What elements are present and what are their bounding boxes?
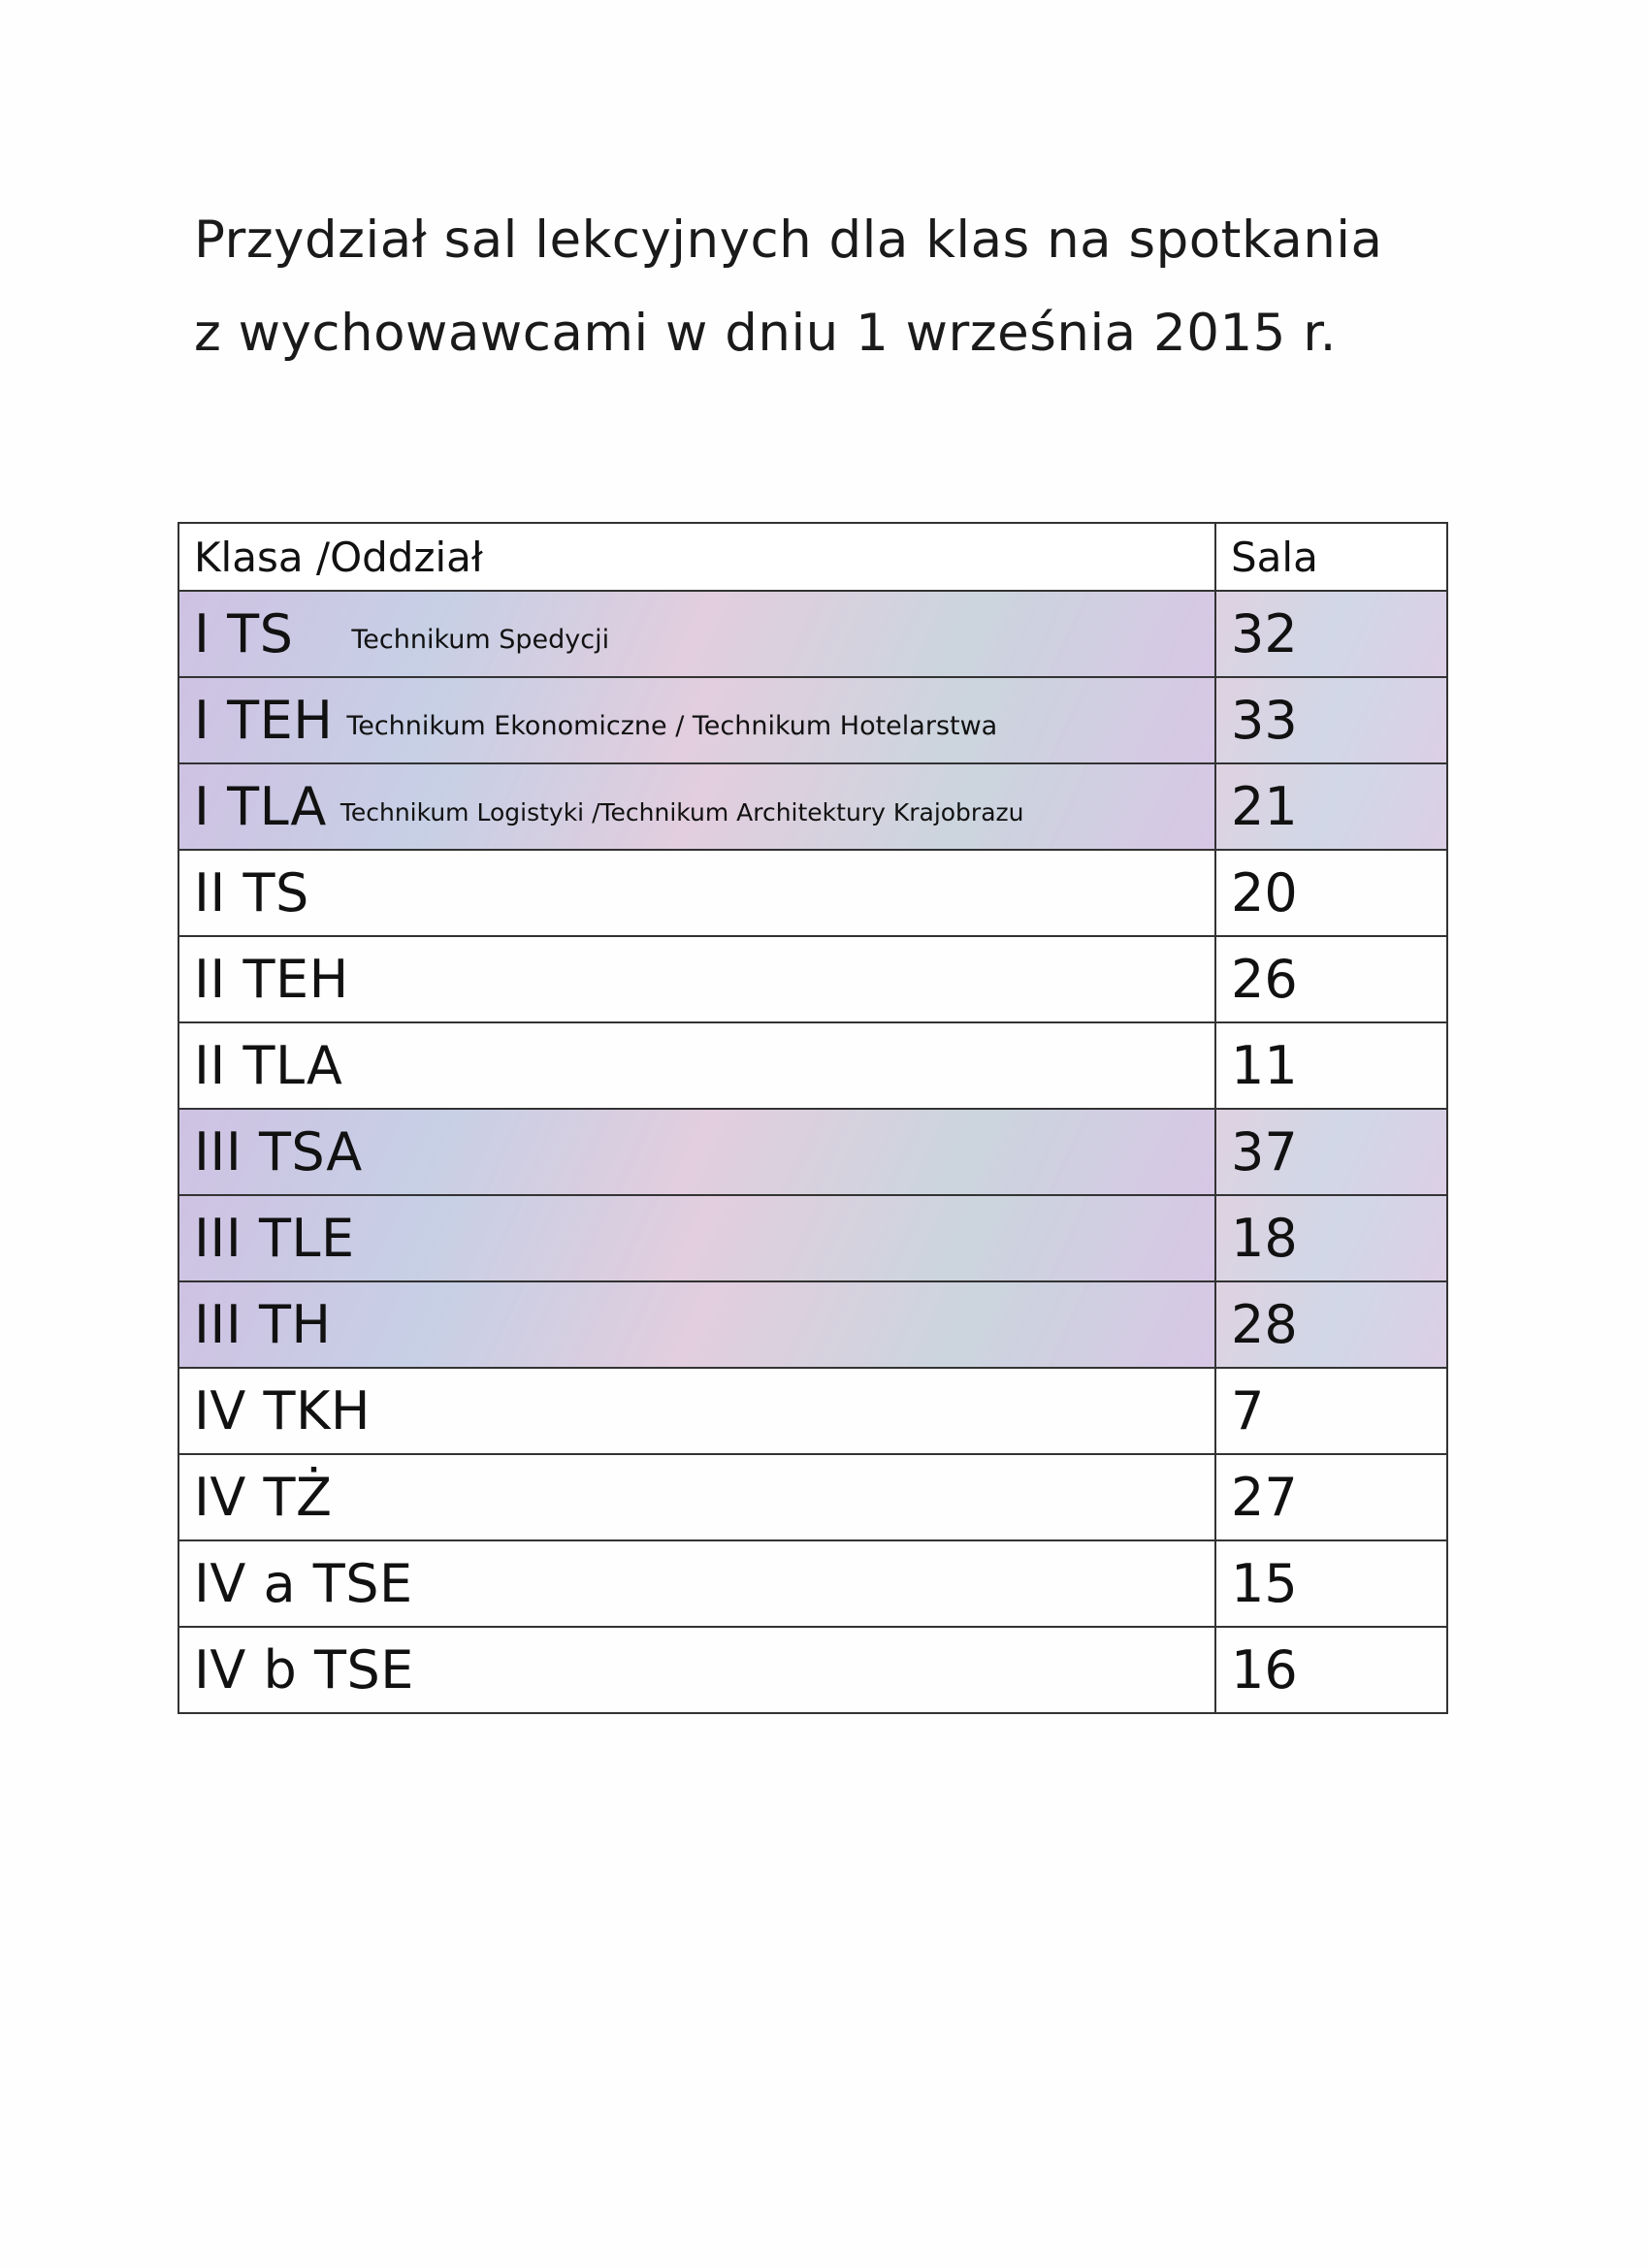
sala-cell: 32 <box>1215 591 1447 677</box>
klasa-name: II TEH <box>194 949 349 1010</box>
klasa-name: III TSA <box>194 1121 363 1183</box>
klasa-cell <box>178 1540 1215 1627</box>
klasa-name: III TLE <box>194 1208 355 1269</box>
klasa-cell <box>178 1368 1215 1454</box>
klasa-cell <box>178 936 1215 1022</box>
sala-cell: 33 <box>1215 677 1447 763</box>
table-row <box>178 591 1447 677</box>
klasa-cell <box>178 1022 1215 1109</box>
sala-cell: 11 <box>1215 1022 1447 1109</box>
klasa-cell <box>178 1627 1215 1713</box>
table-row <box>178 1195 1447 1281</box>
sala-cell: 18 <box>1215 1195 1447 1281</box>
sala-cell: 37 <box>1215 1109 1447 1195</box>
klasa-name: I TEH <box>194 690 334 751</box>
table-row <box>178 850 1447 936</box>
klasa-cell <box>178 1109 1215 1195</box>
klasa-name: IV b TSE <box>194 1639 414 1701</box>
table-row <box>178 677 1447 763</box>
table-row <box>178 1454 1447 1540</box>
title-line-2: z wychowawcami w dniu 1 września 2015 r. <box>194 304 1338 363</box>
klasa-cell <box>178 850 1215 936</box>
klasa-name: II TS <box>194 862 309 923</box>
klasa-description: Technikum Logistyki /Technikum Architektury Krajobrazu <box>340 798 1024 826</box>
room-assignment-table <box>178 522 1448 1714</box>
klasa-name: I TS <box>194 603 294 664</box>
document-title <box>194 194 1455 380</box>
sala-cell: 27 <box>1215 1454 1447 1540</box>
klasa-name: I TLA <box>194 776 327 837</box>
klasa-name: III TH <box>194 1294 332 1355</box>
klasa-description: Technikum Ekonomiczne / Technikum Hotelarstwa <box>346 711 998 741</box>
sala-cell: 21 <box>1215 763 1447 850</box>
sala-cell: 20 <box>1215 850 1447 936</box>
table-row <box>178 1022 1447 1109</box>
title-line-1: Przydział sal lekcyjnych dla klas na spotkania <box>194 211 1383 270</box>
sala-cell: 28 <box>1215 1281 1447 1368</box>
klasa-cell <box>178 1281 1215 1368</box>
table-row <box>178 1109 1447 1195</box>
klasa-cell <box>178 677 1215 763</box>
sala-cell: 15 <box>1215 1540 1447 1627</box>
klasa-name: IV TŻ <box>194 1467 333 1528</box>
sala-cell: 16 <box>1215 1627 1447 1713</box>
table-row <box>178 1281 1447 1368</box>
klasa-name: II TLA <box>194 1035 343 1096</box>
klasa-cell <box>178 763 1215 850</box>
table-row <box>178 1627 1447 1713</box>
klasa-cell <box>178 1454 1215 1540</box>
header-klasa: Klasa /Oddział <box>178 523 1215 591</box>
table-row <box>178 1368 1447 1454</box>
klasa-name: IV TKH <box>194 1380 372 1442</box>
table-row <box>178 936 1447 1022</box>
sala-cell: 26 <box>1215 936 1447 1022</box>
table-header-row <box>178 523 1447 591</box>
table-row <box>178 763 1447 850</box>
klasa-cell <box>178 591 1215 677</box>
klasa-cell <box>178 1195 1215 1281</box>
sala-cell: 7 <box>1215 1368 1447 1454</box>
header-sala: Sala <box>1215 523 1447 591</box>
table-row <box>178 1540 1447 1627</box>
klasa-description: Technikum Spedycji <box>351 625 610 655</box>
klasa-name: IV a TSE <box>194 1553 413 1614</box>
